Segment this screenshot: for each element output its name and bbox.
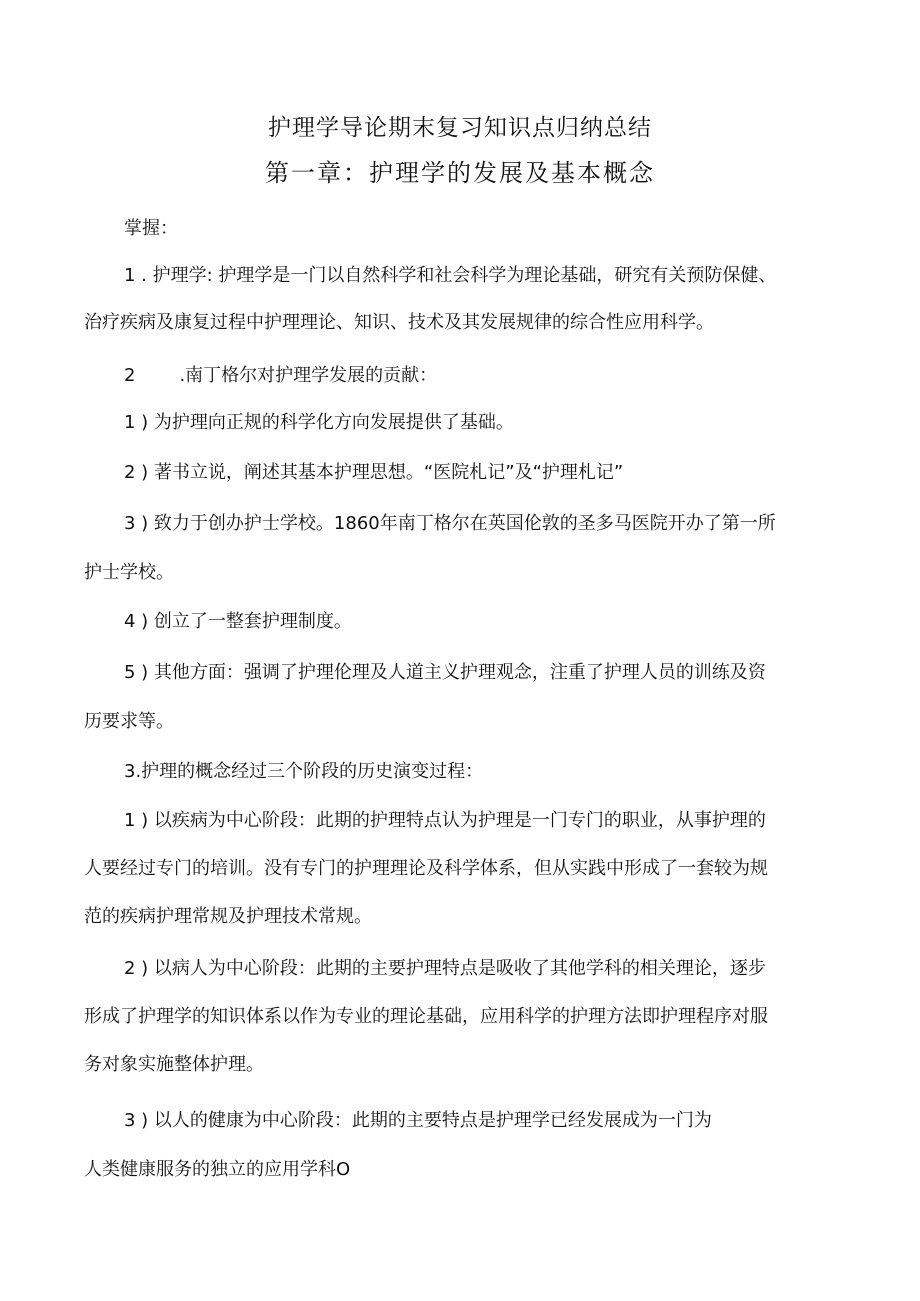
paragraph-line: 人类健康服务的独立的应用学科O	[84, 1159, 351, 1180]
list-item: 2 ) 以病人为中心阶段：此期的主要护理特点是吸收了其他学科的相关理论，逐步	[124, 958, 766, 979]
section-label-master: 掌握：	[124, 218, 178, 239]
paragraph-line: 1 . 护理学: 护理学是一门以自然科学和社会科学为理论基础，研究有关预防保健、	[124, 265, 777, 286]
chapter-title: 第一章：护理学的发展及基本概念	[265, 159, 655, 187]
paragraph-line: 务对象实施整体护理。	[84, 1054, 264, 1075]
paragraph-line: 人要经过专门的培训。没有专门的护理理论及科学体系，但从实践中形成了一套较为规	[84, 858, 768, 879]
list-item: 1 ) 以疾病为中心阶段：此期的护理特点认为护理是一门专门的职业，从事护理的	[124, 810, 766, 831]
section-number: 2	[124, 365, 136, 386]
paragraph-line: 形成了护理学的知识体系以作为专业的理论基础，应用科学的护理方法即护理程序对服	[84, 1006, 768, 1027]
document-title: 护理学导论期末复习知识点归纳总结	[268, 115, 652, 141]
section-heading: 3.护理的概念经过三个阶段的历史演变过程：	[124, 761, 484, 782]
list-item: 2 ) 著书立说，阐述其基本护理思想。“医院札记”及“护理札记”	[124, 462, 624, 483]
list-item: 5 ) 其他方面：强调了护理伦理及人道主义护理观念，注重了护理人员的训练及资	[124, 662, 766, 683]
section-heading	[124, 363, 437, 389]
list-item: 3 ) 以人的健康为中心阶段：此期的主要特点是护理学已经发展成为一门为	[124, 1110, 712, 1131]
section-heading-text: .南丁格尔对护理学发展的贡献：	[179, 365, 438, 386]
list-item: 4 ) 创立了一整套护理制度。	[124, 611, 352, 632]
paragraph-line: 治疗疾病及康复过程中护理理论、知识、技术及其发展规律的综合性应用科学。	[84, 312, 714, 333]
list-item: 1 ) 为护理向正规的科学化方向发展提供了基础。	[124, 412, 514, 433]
paragraph-line: 范的疾病护理常规及护理技术常规。	[84, 906, 372, 927]
list-item: 3 ) 致力于创办护士学校。1860年南丁格尔在英国伦敦的圣多马医院开办了第一所	[124, 513, 776, 534]
paragraph-line: 护士学校。	[84, 562, 174, 583]
paragraph-line: 历要求等。	[84, 711, 174, 732]
